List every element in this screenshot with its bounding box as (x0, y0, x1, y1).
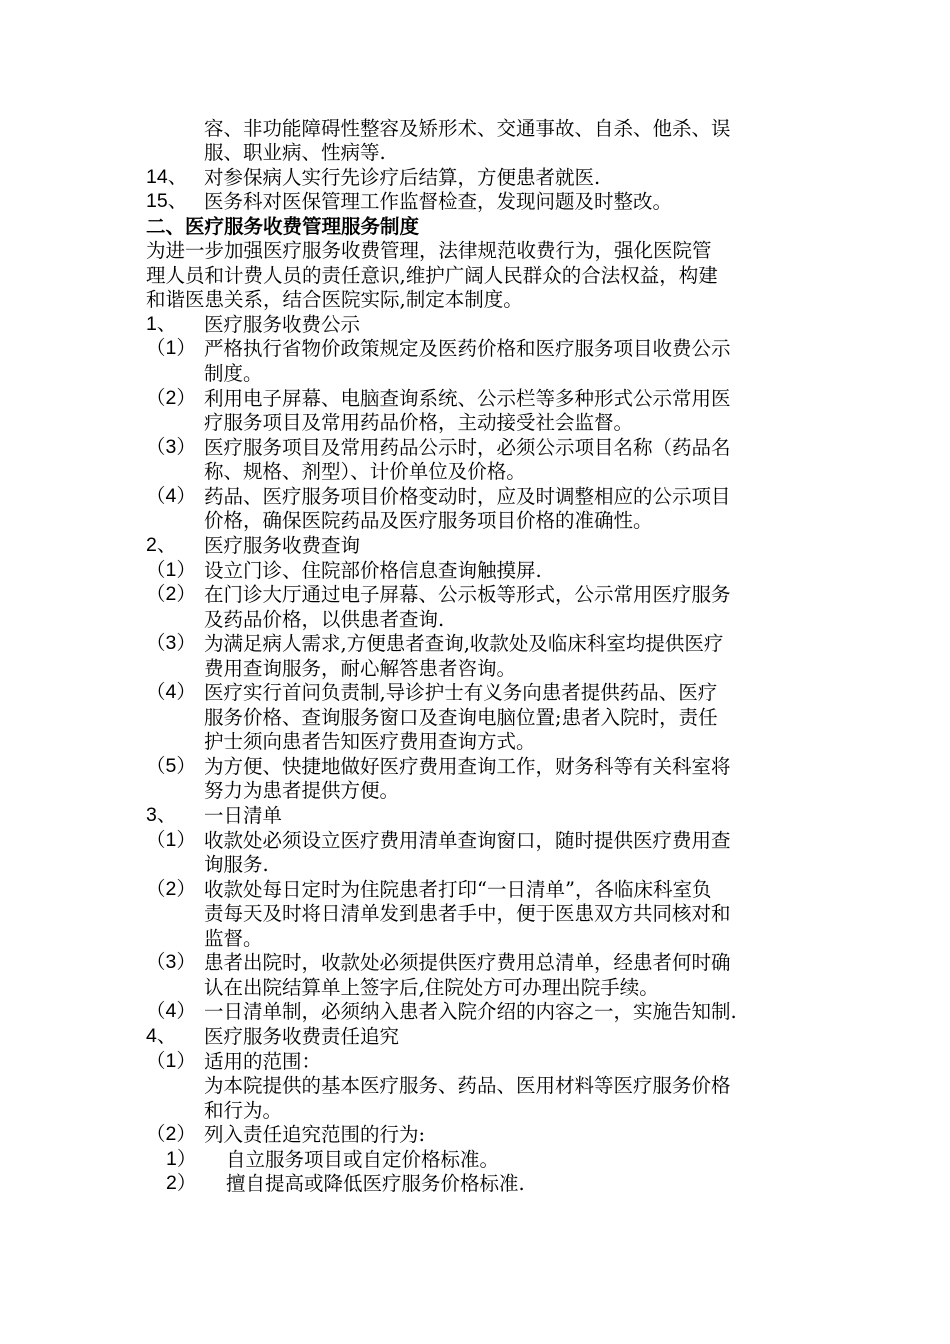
list-marker: 2） (166, 1172, 197, 1194)
list-item-text: 设立门诊、住院部价格信息查询触摸屏. (204, 559, 542, 582)
paragraph-line: 费用查询服务，耐心解答患者咨询。 (204, 657, 517, 680)
list-marker: （5） (146, 755, 196, 777)
paragraph-line: 价格，确保医院药品及医疗服务项目价格的准确性。 (204, 509, 653, 532)
list-marker: （3） (146, 436, 196, 458)
paragraph-line: 为本院提供的基本医疗服务、药品、医用材料等医疗服务价格 (204, 1074, 731, 1097)
list-marker: （1） (146, 1050, 196, 1072)
list-item-text: 医疗服务收费公示 (204, 313, 361, 336)
paragraph-line: 责每天及时将日清单发到患者手中，便于医患双方共同核对和 (204, 902, 731, 925)
section-heading: 二、医疗服务收费管理服务制度 (146, 215, 420, 238)
list-marker: 14、 (146, 166, 188, 188)
list-marker: （3） (146, 951, 196, 973)
list-marker: 1） (166, 1148, 197, 1170)
list-marker: 3、 (146, 804, 177, 826)
paragraph-line: 认在出院结算单上签字后,住院处方可办理出院手续。 (204, 976, 659, 999)
list-item-text: 患者出院时，收款处必须提供医疗费用总清单，经患者何时确 (204, 951, 731, 974)
paragraph-line: 称、规格、剂型）、计价单位及价格。 (204, 460, 526, 483)
list-item-text: 医务科对医保管理工作监督检查，发现问题及时整改。 (204, 190, 673, 213)
list-item-text: 在门诊大厅通过电子屏幕、公示板等形式，公示常用医疗服务 (204, 583, 731, 606)
list-item-text: 对参保病人实行先诊疗后结算，方便患者就医. (204, 166, 601, 189)
list-marker: 1、 (146, 313, 177, 335)
paragraph-line: 服务价格、查询服务窗口及查询电脑位置;患者入院时，责任 (204, 706, 718, 729)
list-marker: 2、 (146, 534, 177, 556)
list-item-text: 医疗实行首问负责制,导诊护士有义务向患者提供药品、医疗 (204, 681, 718, 704)
paragraph-line: 容、非功能障碍性整容及矫形术、交通事故、自杀、他杀、误 (204, 117, 731, 140)
paragraph-line: 及药品价格，以供患者查询. (204, 608, 445, 631)
list-marker: 4、 (146, 1025, 177, 1047)
list-marker: （2） (146, 387, 196, 409)
list-item-text: 严格执行省物价政策规定及医药价格和医疗服务项目收费公示 (204, 337, 731, 360)
list-marker: （4） (146, 485, 196, 507)
paragraph-line: 和谐医患关系，结合医院实际,制定本制度。 (146, 288, 523, 311)
paragraph-line: 监督。 (204, 927, 263, 950)
list-marker: （3） (146, 632, 196, 654)
list-marker: （1） (146, 337, 196, 359)
paragraph-line: 服、职业病、性病等. (204, 141, 386, 164)
list-item-text: 适用的范围： (204, 1050, 322, 1073)
list-item-text: 一日清单制，必须纳入患者入院介绍的内容之一，实施告知制. (204, 1000, 737, 1023)
list-item-text: 一日清单 (204, 804, 283, 827)
list-item-text: 为方便、快捷地做好医疗费用查询工作，财务科等有关科室将 (204, 755, 731, 778)
list-item-text: 擅自提高或降低医疗服务价格标准. (226, 1172, 525, 1195)
list-item-text: 医疗服务收费查询 (204, 534, 361, 557)
list-item-text: 自立服务项目或自定价格标准。 (226, 1148, 500, 1171)
list-item-text: 列入责任追究范围的行为: (204, 1123, 426, 1146)
list-item-text: 收款处必须设立医疗费用清单查询窗口，随时提供医疗费用查 (204, 829, 731, 852)
list-item-text: 医疗服务项目及常用药品公示时，必须公示项目名称（药品名 (204, 436, 731, 459)
paragraph-line: 询服务. (204, 853, 269, 876)
list-marker: （4） (146, 681, 196, 703)
list-marker: 15、 (146, 190, 188, 212)
paragraph-line: 理人员和计费人员的责任意识,维护广阔人民群众的合法权益，构建 (146, 264, 718, 287)
list-marker: （2） (146, 878, 196, 900)
list-item-text: 为满足病人需求,方便患者查询,收款处及临床科室均提供医疗 (204, 632, 724, 655)
paragraph-line: 和行为。 (204, 1099, 283, 1122)
list-marker: （2） (146, 583, 196, 605)
list-marker: （4） (146, 1000, 196, 1022)
paragraph-line: 努力为患者提供方便。 (204, 779, 400, 802)
list-item-text: 利用电子屏幕、电脑查询系统、公示栏等多种形式公示常用医 (204, 387, 731, 410)
list-item-text: 药品、医疗服务项目价格变动时，应及时调整相应的公示项目 (204, 485, 731, 508)
list-item-text: 医疗服务收费责任追究 (204, 1025, 400, 1048)
paragraph-line: 疗服务项目及常用药品价格，主动接受社会监督。 (204, 411, 634, 434)
list-marker: （2） (146, 1123, 196, 1145)
paragraph-line: 制度。 (204, 362, 263, 385)
paragraph-line: 为进一步加强医疗服务收费管理，法律规范收费行为，强化医院管 (146, 239, 712, 262)
list-item-text: 收款处每日定时为住院患者打印“一日清单”，各临床科室负 (204, 878, 712, 901)
list-marker: （1） (146, 829, 196, 851)
list-marker: （1） (146, 559, 196, 581)
paragraph-line: 护士须向患者告知医疗费用查询方式。 (204, 730, 536, 753)
